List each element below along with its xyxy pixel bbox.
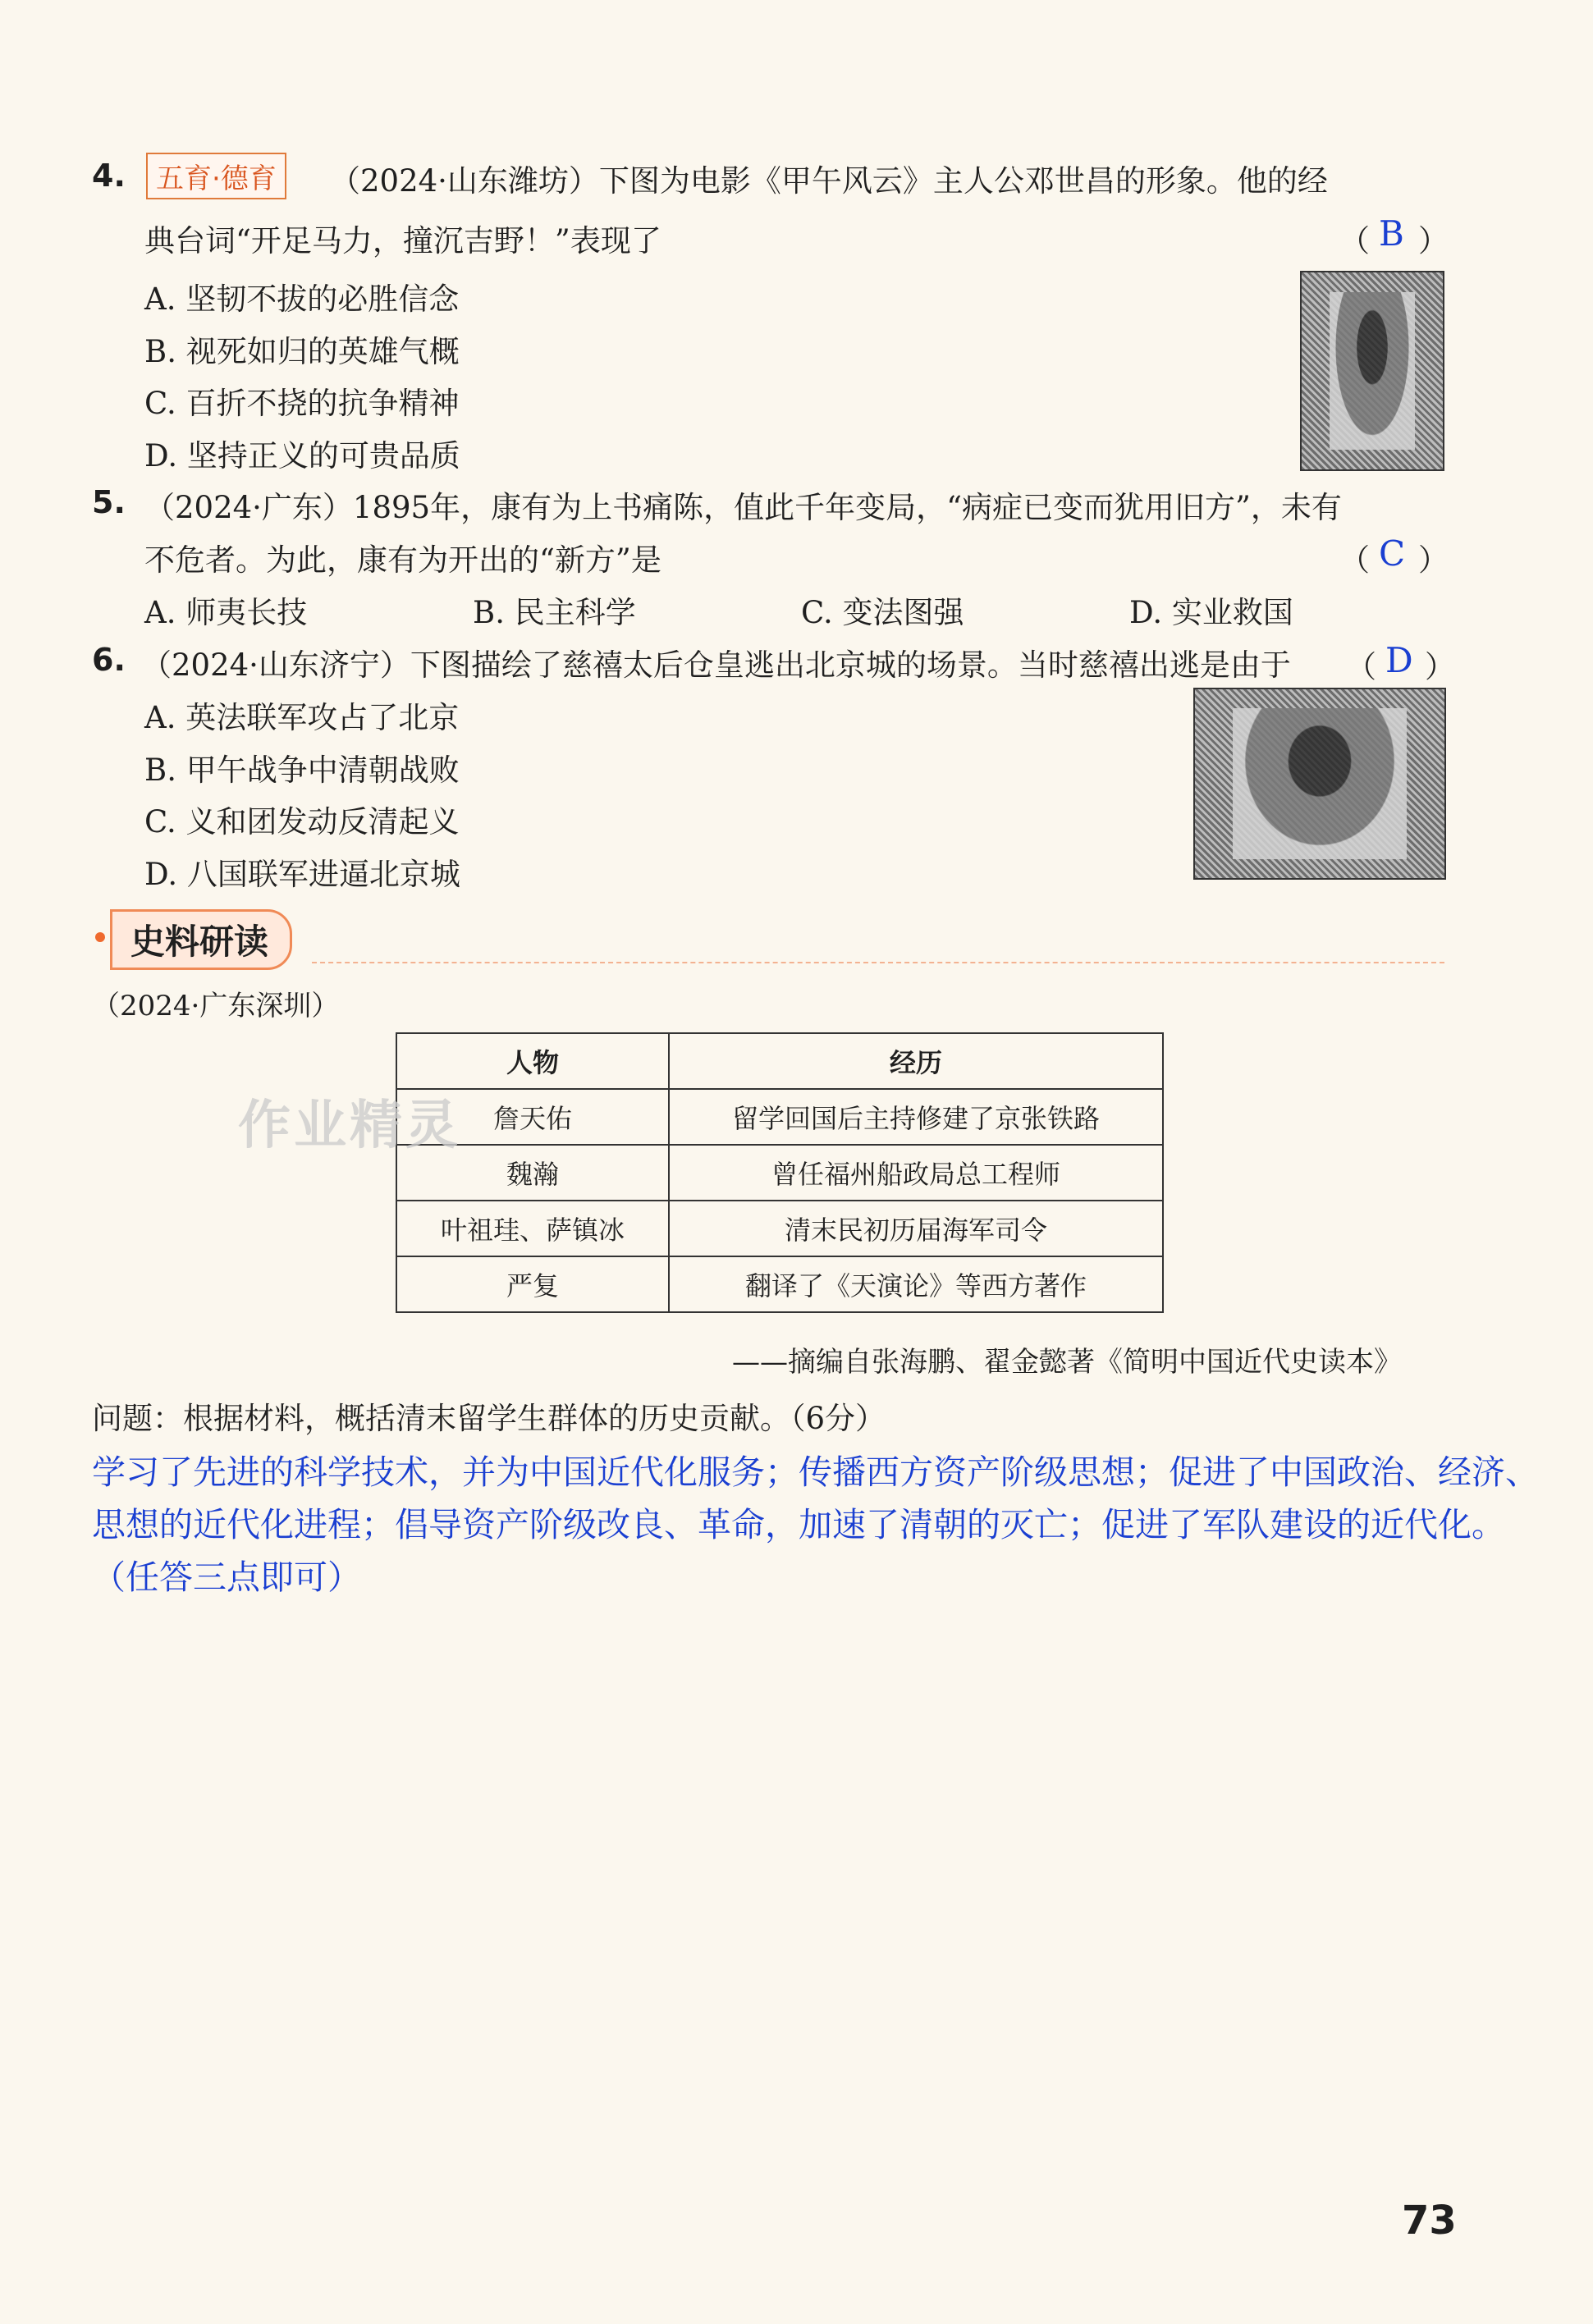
q4-option-c: C. 百折不挠的抗争精神 [144,386,460,421]
table-cell-person: 叶祖珪、萨镇冰 [396,1201,669,1256]
q4-paren-close: ） [1418,223,1449,258]
q5-option-d: D. 实业救国 [1129,595,1293,630]
table-row [396,1201,1163,1256]
q6-paren-open: （ [1346,649,1376,684]
table-row [396,1145,1163,1201]
page-number: 73 [1402,2198,1457,2244]
q6-option-d: D. 八国联军进逼北京城 [144,857,460,892]
q6-answer: D [1385,640,1413,680]
q6-escape-image [1193,688,1446,880]
history-table [396,1032,1164,1313]
q6-number: 6. [92,642,126,678]
q5-paren-open: （ [1339,542,1370,578]
watermark: 作业精灵 [238,1096,461,1156]
q5-stem-line1: （2024·广东）1895年，康有为上书痛陈，值此千年变局，“病症已变而犹用旧方”，未有 [144,490,1342,525]
section-question: 问题：根据材料，概括清末留学生群体的历史贡献。（6分） [92,1401,886,1436]
table-header-row [396,1033,1163,1089]
q5-option-c: C. 变法图强 [801,595,964,630]
table-cell-person: 严复 [396,1256,669,1312]
q5-paren-close: ） [1418,542,1449,578]
q6-option-c: C. 义和团发动反清起义 [144,804,460,839]
section-dot [95,932,105,942]
q4-film-image [1300,271,1444,471]
q5-number: 5. [92,484,126,520]
section-divider [312,962,1444,963]
table-cell-person: 詹天佑 [396,1089,669,1145]
q4-option-d: D. 坚持正义的可贵品质 [144,438,460,473]
table-cell-experience: 翻译了《天演论》等西方著作 [669,1256,1163,1312]
q4-stem-line1: （2024·山东潍坊）下图为电影《甲午风云》主人公邓世昌的形象。他的经 [330,163,1328,199]
q6-option-a: A. 英法联军攻占了北京 [144,700,460,735]
q6-option-b: B. 甲午战争中清朝战败 [144,753,460,788]
table-row [396,1256,1163,1312]
q6-paren-close: ） [1425,649,1455,684]
q4-stem-line2: 典台词“开足马力，撞沉吉野！”表现了 [144,223,661,258]
table-cell-person: 魏瀚 [396,1145,669,1201]
q5-answer: C [1379,533,1406,574]
section-source: （2024·广东深圳） [92,990,340,1022]
q6-stem-line1: （2024·山东济宁）下图描绘了慈禧太后仓皇逃出北京城的场景。当时慈禧出逃是由于 [141,647,1291,683]
section-title: 史料研读 [110,909,292,970]
table-citation: ——摘编自张海鹏、翟金懿著《简明中国近代史读本》 [732,1346,1402,1379]
table-header-person: 人物 [396,1033,669,1089]
q5-option-a: A. 师夷长技 [144,595,308,630]
q5-stem-line2: 不危者。为此，康有为开出的“新方”是 [144,542,661,578]
q4-number: 4. [92,158,126,194]
q5-option-b: B. 民主科学 [473,595,636,630]
table-cell-experience: 留学回国后主持修建了京张铁路 [669,1089,1163,1145]
q4-tag: 五育·德育 [146,153,286,199]
table-cell-experience: 曾任福州船政局总工程师 [669,1145,1163,1201]
section-answer: 学习了先进的科学技术，并为中国近代化服务；传播西方资产阶级思想；促进了中国政治、经济、思想的近代化进程；倡导资产阶级改良、革命，加速了清朝的灭亡；促进了军队建设的近代化。（任答三点即可） [92,1452,1539,1597]
q4-answer: B [1379,213,1404,254]
q4-option-a: A. 坚韧不拔的必胜信念 [144,281,460,317]
table-row [396,1089,1163,1145]
q4-option-b: B. 视死如归的英雄气概 [144,334,460,369]
table-cell-experience: 清末民初历届海军司令 [669,1201,1163,1256]
q4-paren-open: （ [1339,223,1370,258]
table-header-experience: 经历 [669,1033,1163,1089]
